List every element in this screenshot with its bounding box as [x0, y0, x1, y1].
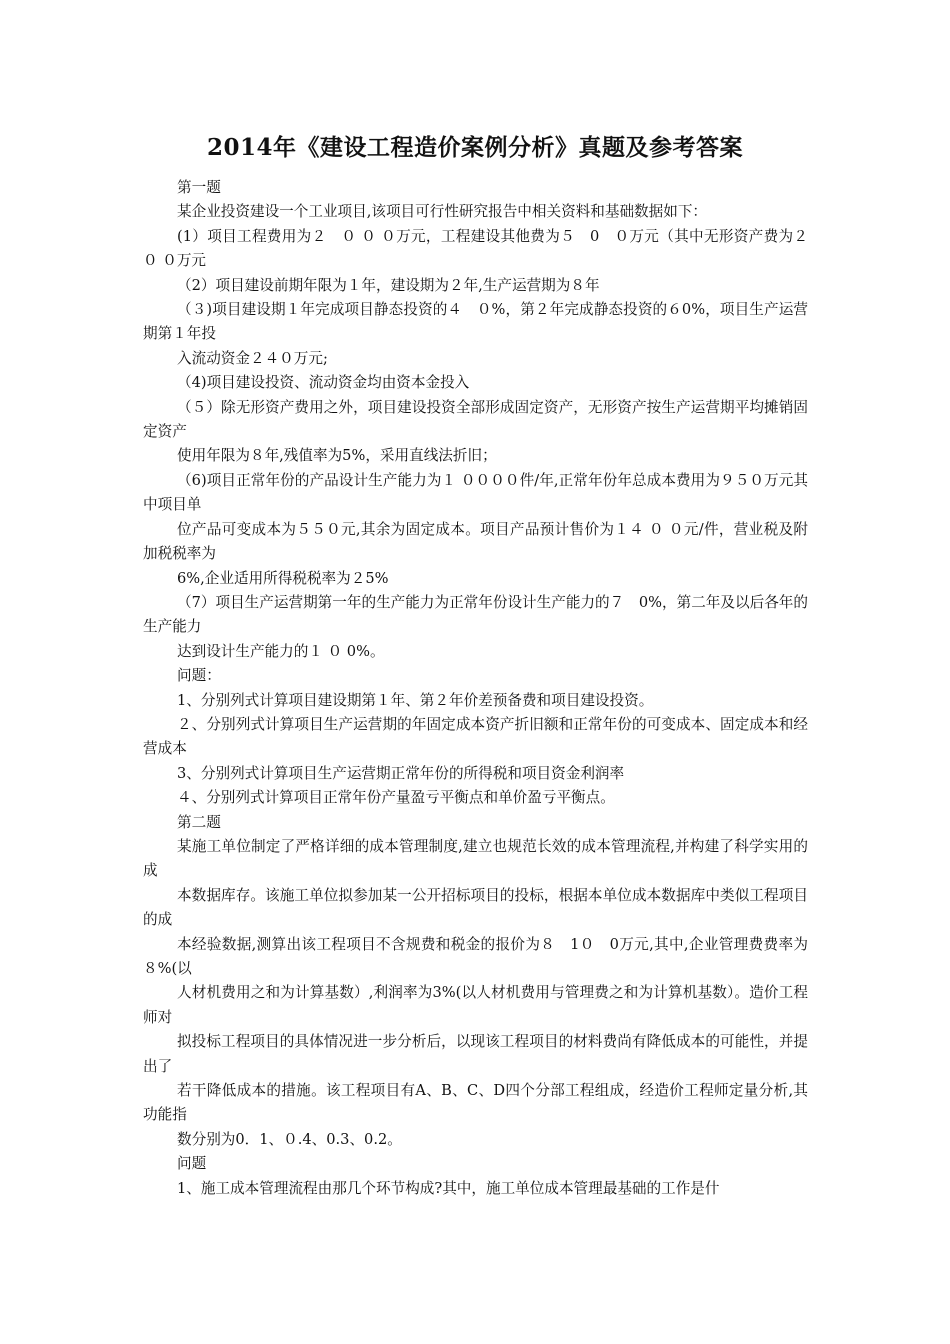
paragraph: 使用年限为８年,残值率为5%，采用直线法折旧；: [177, 447, 497, 465]
paragraph: ２、分别列式计算项目生产运营期的年固定成本资产折旧额和正常年份的可变成本、固定成本和经营成本: [143, 715, 808, 758]
document-body: [143, 176, 808, 1201]
paragraph: ４、分别列式计算项目正常年份产量盈亏平衡点和单价盈亏平衡点。: [177, 789, 615, 807]
paragraph: （4)项目建设投资、流动资金均由资本金投入: [177, 374, 470, 392]
paragraph: （2）项目建设前期年限为１年，建设期为２年,生产运营期为８年: [177, 276, 600, 294]
paragraph: 1、施工成本管理流程由那几个环节构成?其中，施工单位成本管理最基础的工作是什: [177, 1179, 720, 1197]
paragraph: 1、分别列式计算项目建设期第１年、第２年价差预备费和项目建设投资。: [177, 691, 654, 709]
paragraph: 某企业投资建设一个工业项目,该项目可行性研究报告中相关资料和基础数据如下：: [177, 203, 708, 221]
paragraph: 达到设计生产能力的１ ０ 0%。: [177, 642, 385, 660]
paragraph: 本数据库存。该施工单位拟参加某一公开招标项目的投标，根据本单位成本数据库中类似工程项目的成: [143, 886, 808, 929]
paragraph: 第一题: [177, 179, 221, 196]
paragraph: 第二题: [177, 813, 221, 831]
paragraph: 数分别为0．1、０.4、0.3、0.2。: [177, 1130, 402, 1148]
paragraph: (1）项目工程费用为２ ０ ０ ０万元，工程建设其他费为５ 0 ０万元（其中无形资产费为２０ ０万元: [143, 227, 808, 270]
paragraph: 3、分别列式计算项目生产运营期正常年份的所得税和项目资金利润率: [177, 764, 625, 782]
paragraph: 入流动资金２４０万元;: [177, 349, 328, 367]
paragraph: 本经验数据,测算出该工程项目不含规费和税金的报价为８ 1０ 0万元,其中,企业管理费费率为８%(以: [143, 935, 808, 977]
paragraph: 拟投标工程项目的具体情况进一步分析后，以现该工程项目的材料费尚有降低成本的可能性，并提出了: [143, 1033, 808, 1075]
paragraph: 6%,企业适用所得税税率为２5%: [177, 569, 389, 587]
paragraph: 某施工单位制定了严格详细的成本管理制度,建立也规范长效的成本管理流程,并构建了科学实用的成: [143, 837, 808, 880]
paragraph: 人材机费用之和为计算基数）,利润率为3%(以人材机费用与管理费之和为计算机基数）。造价工程师对: [143, 984, 808, 1026]
paragraph: 位产品可变成本为５５０元,其余为固定成本。项目产品预计售价为１４ ０ ０元/件，营业税及附加税税率为: [143, 520, 808, 563]
document-title: 2014年《建设工程造价案例分析》真题及参考答案: [206, 134, 743, 161]
paragraph: 问题: [177, 1155, 207, 1173]
paragraph: （7）项目生产运营期第一年的生产能力为正常年份设计生产能力的７ 0%，第二年及以后各年的生产能力: [143, 593, 808, 636]
paragraph: （３)项目建设期１年完成项目静态投资的４ ０%，第２年完成静态投资的６0%，项目生产运营期第１年投: [143, 301, 808, 343]
paragraph: 问题：: [177, 667, 221, 685]
paragraph: （6)项目正常年份的产品设计生产能力为１ ００００件/年,正常年份年总成本费用为９５０万元其中项目单: [143, 471, 808, 514]
paragraph: 若干降低成本的措施。该工程项目有A、B、C、D四个分部工程组成，经造价工程师定量分析,其功能指: [143, 1082, 808, 1124]
paragraph: （５）除无形资产费用之外，项目建设投资全部形成固定资产，无形资产按生产运营期平均摊销固定资产: [143, 398, 808, 441]
